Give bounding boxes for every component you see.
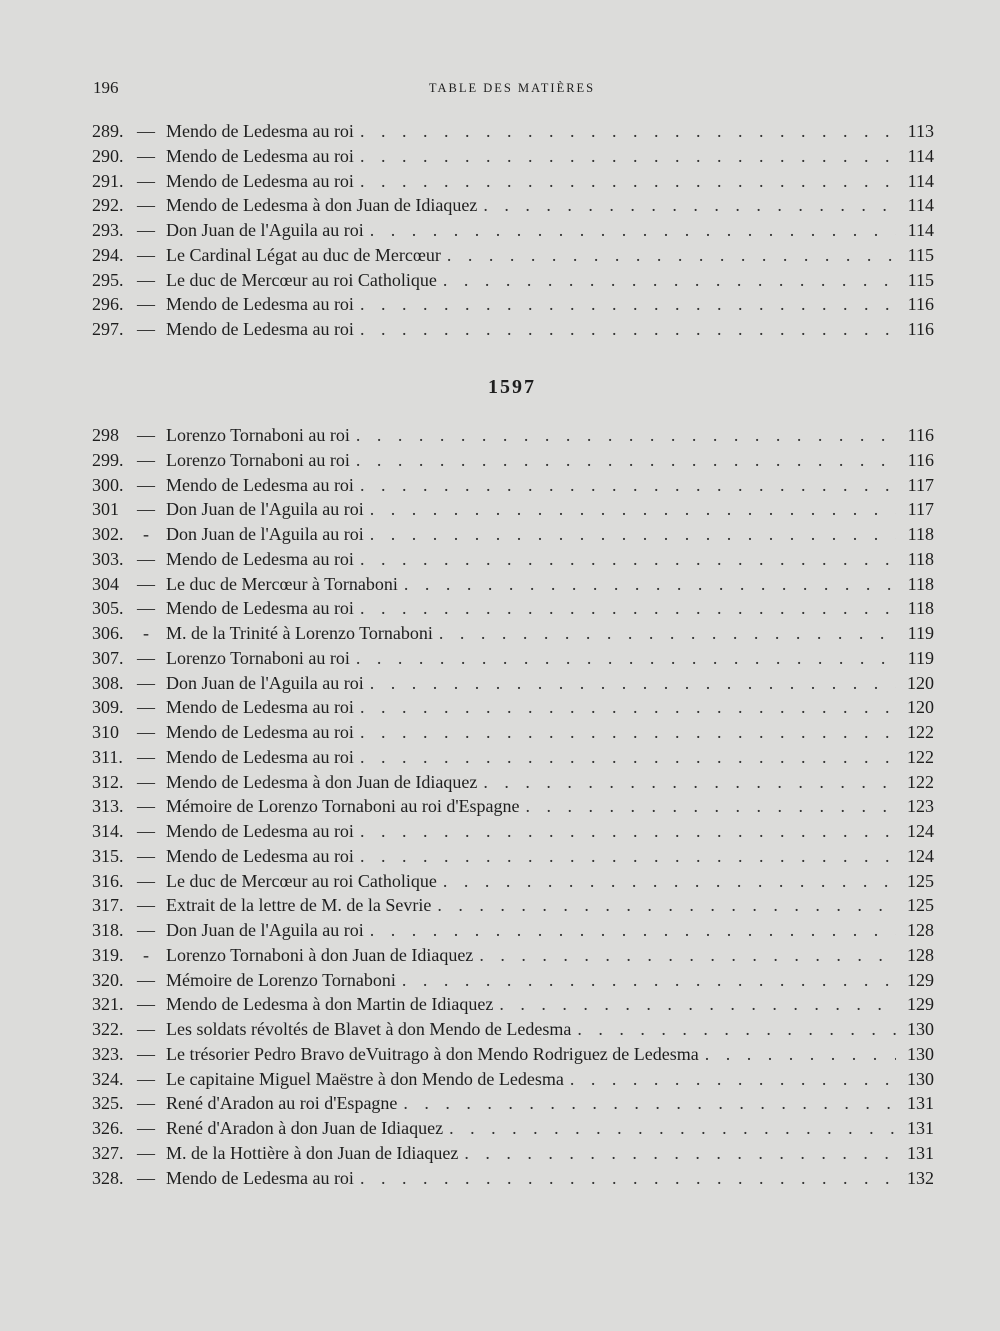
entry-number: 321. <box>92 994 124 1015</box>
dot-leader <box>483 193 896 218</box>
entry-dash: — <box>137 598 155 619</box>
dot-leader <box>443 869 896 894</box>
entry-number: 305. <box>92 598 124 619</box>
entry-page: 116 <box>907 425 934 445</box>
entry-number: 294. <box>92 244 124 265</box>
entry-page: 125 <box>907 870 934 891</box>
entry-page: 131 <box>907 1093 934 1114</box>
entry-number: 296. <box>92 294 124 315</box>
entry-page: 120 <box>907 672 934 693</box>
entry-page: 129 <box>907 994 934 1015</box>
entry-number: 327. <box>92 1142 124 1163</box>
entry-number: 326. <box>92 1118 124 1138</box>
toc-entry <box>0 1141 1000 1166</box>
dot-leader <box>370 218 896 243</box>
dot-leader <box>449 1116 896 1141</box>
entry-page: 114 <box>907 220 934 240</box>
toc-entry <box>0 1116 1000 1141</box>
toc-entry <box>0 992 1000 1017</box>
entry-dash: — <box>137 170 155 191</box>
dot-leader <box>370 671 896 696</box>
entry-page: 115 <box>907 269 934 290</box>
toc-entry <box>0 1166 1000 1191</box>
entry-title: Don Juan de l'Aguila au roi <box>166 920 364 940</box>
entry-number: 290. <box>92 145 124 166</box>
entry-dash: — <box>137 845 155 866</box>
entry-page: 131 <box>907 1142 934 1163</box>
dot-leader <box>360 1166 896 1191</box>
running-head: TABLE DES MATIÈRES <box>428 81 596 95</box>
toc-entry <box>0 1017 1000 1042</box>
entry-dash: — <box>137 746 155 767</box>
entry-dash: — <box>137 449 155 470</box>
entry-dash: — <box>137 319 155 339</box>
entry-dash: — <box>137 244 155 265</box>
entry-dash: — <box>137 722 155 742</box>
entry-number: 293. <box>92 220 124 240</box>
entry-number: 292. <box>92 195 124 216</box>
entry-title: Don Juan de l'Aguila au roi <box>166 499 364 520</box>
entry-page: 119 <box>907 647 934 668</box>
entry-title: Don Juan de l'Aguila au roi <box>166 672 364 693</box>
entry-number: 300. <box>92 474 124 495</box>
entry-page: 128 <box>907 944 934 965</box>
entry-dash: — <box>137 195 155 216</box>
toc-entry <box>0 317 1000 342</box>
entry-title: Le capitaine Miguel Maëstre à don Mendo de Ledesma <box>166 1068 564 1089</box>
toc-entry <box>0 1091 1000 1116</box>
entry-page: 125 <box>907 895 934 916</box>
dot-leader <box>464 1141 896 1166</box>
entry-page: 116 <box>907 319 934 339</box>
entry-number: 303. <box>92 548 124 569</box>
dot-leader <box>360 745 896 770</box>
entry-title: Mendo de Ledesma au roi <box>166 845 354 866</box>
entry-title: M. de la Hottière à don Juan de Idiaquez <box>166 1142 459 1163</box>
dot-leader <box>360 720 896 745</box>
entry-title: Mendo de Ledesma au roi <box>166 319 354 339</box>
dot-leader <box>360 695 896 720</box>
dot-leader <box>360 144 896 169</box>
entry-page: 115 <box>907 244 934 265</box>
dot-leader <box>483 770 896 795</box>
entry-page: 116 <box>907 449 934 470</box>
entry-title: Mendo de Ledesma au roi <box>166 170 354 191</box>
toc-entry <box>0 819 1000 844</box>
entry-dash: — <box>137 1118 155 1138</box>
entry-title: Lorenzo Tornaboni au roi <box>166 425 350 445</box>
entry-dash: — <box>137 895 155 916</box>
entry-title: Le duc de Mercœur au roi Catholique <box>166 870 437 891</box>
entry-title: René d'Aradon au roi d'Espagne <box>166 1093 398 1114</box>
entry-title: Mémoire de Lorenzo Tornaboni au roi d'Espagne <box>166 796 520 817</box>
entry-number: 315. <box>92 845 124 866</box>
toc-entry <box>0 794 1000 819</box>
entry-number: 313. <box>92 796 124 817</box>
entry-dash: — <box>137 1167 155 1188</box>
entry-dash: — <box>137 294 155 315</box>
entry-dash: — <box>137 697 155 718</box>
toc-entry <box>0 1067 1000 1092</box>
entry-page: 131 <box>907 1118 934 1138</box>
entry-title: Mendo de Ledesma au roi <box>166 722 354 742</box>
entry-dash: — <box>137 969 155 990</box>
entry-dash: — <box>137 1142 155 1163</box>
entry-title: Mendo de Ledesma au roi <box>166 598 354 619</box>
entry-dash: — <box>137 672 155 693</box>
entry-number: 289. <box>92 121 124 141</box>
entry-number: 295. <box>92 269 124 290</box>
dot-leader <box>360 819 896 844</box>
entry-title: Le duc de Mercœur à Tornaboni <box>166 573 398 594</box>
entry-dash: — <box>137 771 155 792</box>
entry-title: Mendo de Ledesma à don Juan de Idiaquez <box>166 195 478 216</box>
toc-entry <box>0 968 1000 993</box>
entry-dash: — <box>137 796 155 817</box>
entry-page: 130 <box>907 1043 934 1064</box>
entry-dash: — <box>137 145 155 166</box>
entry-title: Mendo de Ledesma au roi <box>166 121 354 141</box>
toc-entry <box>0 448 1000 473</box>
entry-dash: — <box>137 1019 155 1039</box>
entry-title: Mendo de Ledesma au roi <box>166 474 354 495</box>
dot-leader <box>356 423 896 448</box>
entry-number: 308. <box>92 672 124 693</box>
toc-entry <box>0 745 1000 770</box>
dot-leader <box>479 943 896 968</box>
dot-leader <box>370 918 896 943</box>
entry-page: 119 <box>907 623 934 643</box>
entry-number: 298 <box>92 425 119 445</box>
entry-title: Mendo de Ledesma au roi <box>166 145 354 166</box>
toc-entry <box>0 720 1000 745</box>
entry-number: 324. <box>92 1068 124 1089</box>
toc-entry <box>0 423 1000 448</box>
entry-number: 310 <box>92 722 119 742</box>
entry-page: 118 <box>907 548 934 569</box>
toc-entry <box>0 671 1000 696</box>
entry-page: 122 <box>907 722 934 742</box>
entry-page: 118 <box>907 524 934 544</box>
dot-leader <box>360 596 896 621</box>
dot-leader <box>403 1091 896 1116</box>
toc-entry <box>0 770 1000 795</box>
toc-entry <box>0 497 1000 522</box>
entry-title: Extrait de la lettre de M. de la Sevrie <box>166 895 432 916</box>
entry-dash: - <box>143 524 149 544</box>
dot-leader <box>447 243 896 268</box>
toc-entry <box>0 1042 1000 1067</box>
entry-page: 122 <box>907 746 934 767</box>
entry-title: Mendo de Ledesma à don Martin de Idiaquez <box>166 994 494 1015</box>
entry-dash: — <box>137 870 155 891</box>
entry-page: 122 <box>907 771 934 792</box>
dot-leader <box>570 1067 896 1092</box>
entry-page: 114 <box>907 195 934 216</box>
entry-dash: — <box>137 994 155 1015</box>
entry-title: Lorenzo Tornaboni au roi <box>166 449 350 470</box>
entry-title: Mémoire de Lorenzo Tornaboni <box>166 969 396 990</box>
entry-dash: — <box>137 1068 155 1089</box>
entry-dash: — <box>137 425 155 445</box>
entry-title: Don Juan de l'Aguila au roi <box>166 220 364 240</box>
toc-entry <box>0 169 1000 194</box>
entry-dash: — <box>137 920 155 940</box>
entry-title: Don Juan de l'Aguila au roi <box>166 524 364 544</box>
dot-leader <box>705 1042 896 1067</box>
toc-section-2 <box>0 423 1000 1190</box>
entry-title: Mendo de Ledesma à don Juan de Idiaquez <box>166 771 478 792</box>
entry-number: 325. <box>92 1093 124 1114</box>
entry-number: 316. <box>92 870 124 891</box>
entry-number: 297. <box>92 319 124 339</box>
entry-title: Mendo de Ledesma au roi <box>166 294 354 315</box>
entry-dash: — <box>137 647 155 668</box>
entry-number: 307. <box>92 647 124 668</box>
entry-dash: — <box>137 220 155 240</box>
toc-entry <box>0 621 1000 646</box>
dot-leader <box>370 497 896 522</box>
dot-leader <box>356 646 896 671</box>
entry-page: 117 <box>907 499 934 520</box>
toc-entry <box>0 596 1000 621</box>
page-number: 196 <box>93 78 119 97</box>
entry-page: 132 <box>907 1167 934 1188</box>
toc-entry <box>0 268 1000 293</box>
entry-title: Le duc de Mercœur au roi Catholique <box>166 269 437 290</box>
dot-leader <box>499 992 896 1017</box>
dot-leader <box>443 268 896 293</box>
toc-entry <box>0 893 1000 918</box>
toc-entry <box>0 869 1000 894</box>
toc-entry <box>0 218 1000 243</box>
entry-title: Lorenzo Tornaboni au roi <box>166 647 350 668</box>
entry-page: 117 <box>907 474 934 495</box>
entry-number: 302. <box>92 524 124 544</box>
entry-number: 301 <box>92 499 119 520</box>
toc-entry <box>0 292 1000 317</box>
dot-leader <box>437 893 896 918</box>
toc-section-1 <box>0 119 1000 342</box>
entry-title: Mendo de Ledesma au roi <box>166 821 354 841</box>
dot-leader <box>360 119 896 144</box>
dot-leader <box>360 473 896 498</box>
toc-entry <box>0 243 1000 268</box>
entry-number: 320. <box>92 969 124 990</box>
toc-entry <box>0 918 1000 943</box>
entry-dash: - <box>143 944 149 965</box>
entry-title: Le trésorier Pedro Bravo deVuitrago à don Mendo Rodriguez de Ledesma <box>166 1043 699 1064</box>
entry-dash: — <box>137 474 155 495</box>
entry-number: 291. <box>92 170 124 191</box>
dot-leader <box>360 844 896 869</box>
entry-number: 318. <box>92 920 124 940</box>
toc-entry <box>0 522 1000 547</box>
entry-dash: — <box>137 1093 155 1114</box>
entry-page: 118 <box>907 573 934 594</box>
entry-number: 312. <box>92 771 124 792</box>
entry-page: 129 <box>907 969 934 990</box>
entry-page: 128 <box>907 920 934 940</box>
entry-number: 299. <box>92 449 124 470</box>
dot-leader <box>402 968 896 993</box>
toc-entry <box>0 646 1000 671</box>
entry-number: 311. <box>92 746 123 767</box>
entry-page: 120 <box>907 697 934 718</box>
entry-page: 130 <box>907 1019 934 1039</box>
entry-number: 323. <box>92 1043 124 1064</box>
toc-entry <box>0 572 1000 597</box>
entry-title: Lorenzo Tornaboni à don Juan de Idiaquez <box>166 944 474 965</box>
entry-dash: — <box>137 269 155 290</box>
dot-leader <box>439 621 896 646</box>
dot-leader <box>356 448 896 473</box>
entry-title: Mendo de Ledesma au roi <box>166 746 354 767</box>
entry-number: 319. <box>92 944 124 965</box>
toc-entry <box>0 193 1000 218</box>
year-heading: 1597 <box>488 376 536 398</box>
entry-page: 124 <box>907 845 934 866</box>
entry-page: 116 <box>907 294 934 315</box>
entry-dash: — <box>137 548 155 569</box>
dot-leader <box>360 169 896 194</box>
toc-entry <box>0 144 1000 169</box>
entry-title: Mendo de Ledesma au roi <box>166 697 354 718</box>
entry-page: 114 <box>907 170 934 191</box>
dot-leader <box>404 572 896 597</box>
dot-leader <box>526 794 896 819</box>
toc-entry <box>0 473 1000 498</box>
entry-title: René d'Aradon à don Juan de Idiaquez <box>166 1118 444 1138</box>
toc-entry <box>0 695 1000 720</box>
entry-page: 130 <box>907 1068 934 1089</box>
entry-page: 113 <box>907 121 934 141</box>
entry-page: 124 <box>907 821 934 841</box>
entry-dash: — <box>137 121 155 141</box>
dot-leader <box>360 317 896 342</box>
entry-dash: — <box>137 1043 155 1064</box>
entry-dash: — <box>137 821 155 841</box>
entry-number: 322. <box>92 1019 124 1039</box>
entry-title: Le Cardinal Légat au duc de Mercœur <box>166 244 441 265</box>
entry-title: Les soldats révoltés de Blavet à don Mendo de Ledesma <box>166 1019 572 1039</box>
entry-title: Mendo de Ledesma au roi <box>166 548 354 569</box>
toc-entry <box>0 943 1000 968</box>
entry-number: 309. <box>92 697 124 718</box>
entry-title: M. de la Trinité à Lorenzo Tornaboni <box>166 623 433 643</box>
entry-number: 328. <box>92 1167 124 1188</box>
dot-leader <box>360 547 896 572</box>
dot-leader <box>360 292 896 317</box>
entry-dash: — <box>137 499 155 520</box>
toc-entry <box>0 547 1000 572</box>
toc-entry <box>0 119 1000 144</box>
toc-entry <box>0 844 1000 869</box>
entry-dash: - <box>143 623 149 643</box>
entry-page: 118 <box>907 598 934 619</box>
entry-page: 114 <box>907 145 934 166</box>
entry-number: 306. <box>92 623 124 643</box>
entry-number: 317. <box>92 895 124 916</box>
dot-leader <box>370 522 896 547</box>
entry-page: 123 <box>907 796 934 817</box>
entry-number: 314. <box>92 821 124 841</box>
entry-dash: — <box>137 573 155 594</box>
entry-title: Mendo de Ledesma au roi <box>166 1167 354 1188</box>
dot-leader <box>577 1017 896 1042</box>
entry-number: 304 <box>92 573 119 594</box>
